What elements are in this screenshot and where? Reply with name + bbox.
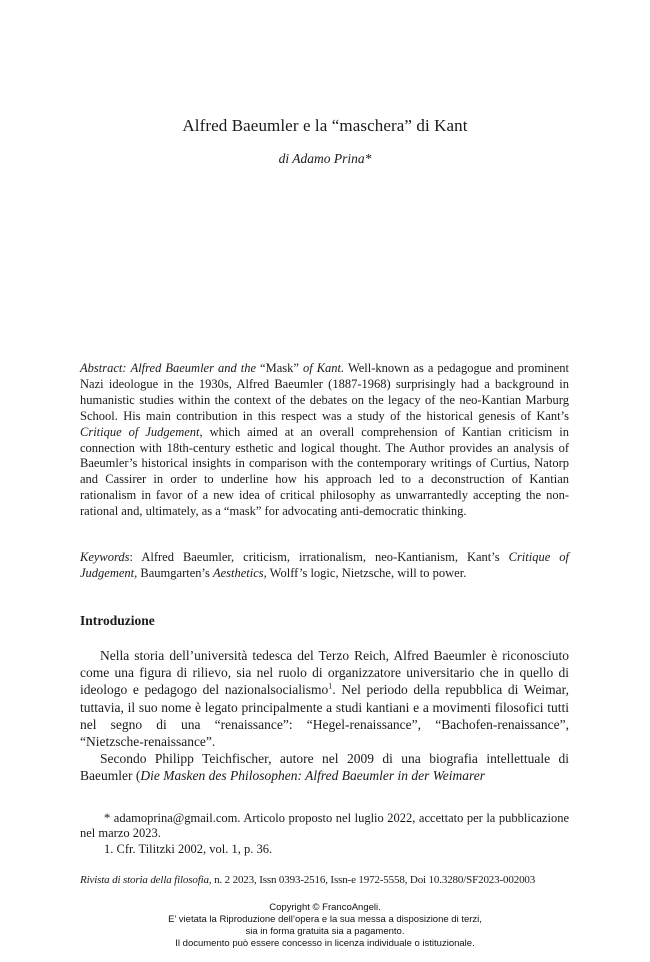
- journal-details: , n. 2 2023, Issn 0393-2516, Issn-e 1972-5558, Doi 10.3280/SF2023-002003: [208, 874, 536, 886]
- footnotes: [80, 811, 569, 857]
- section-body: [80, 647, 569, 785]
- abstract-text-b: , which aimed at an overall comprehension of Kantian criticism in connection with 18th-century esthetic and logical thought. The Author provides an analysis of Baeumler’s historical insights in comparison with the contemporary writings of Curtius, Natorp and Cassirer in order to underline how his approach led to a deconstruction of Kantian rationalism in favor of a new idea of critical philosophy as unwarrantedly accepting the non-rational and, ultimately, as a “mask” for advocating anti-democratic thinking.: [80, 424, 569, 519]
- keywords-work-1: Critique of Judgement: [80, 550, 569, 580]
- para2-work-title: Die Masken des Philosophen: Alfred Baeumler in der Weimarer: [140, 768, 486, 784]
- copyright-notice: [0, 902, 650, 950]
- footnote-author: * adamoprina@gmail.com. Articolo proposto nel luglio 2022, accettato per la pubblicazione nel marzo 2023.: [80, 811, 569, 841]
- keywords-text-a: : Alfred Baeumler, criticism, irrationalism, neo-Kantianism, Kant’s: [129, 550, 500, 564]
- para2-text-a: Secondo Philipp Teichfischer, autore nel 2009 di una biografia intellettuale di Baeumler (: [80, 751, 569, 784]
- copyright-line-3: sia in forma gratuita sia a pagamento.: [245, 926, 405, 937]
- body-paragraph-1: [80, 647, 569, 750]
- keywords-label: Keywords: [80, 550, 130, 564]
- keywords-paragraph: [80, 550, 569, 582]
- journal-citation: [80, 874, 580, 886]
- article-author: di Adamo Prina*: [278, 151, 372, 166]
- keywords-work-2: Aesthetics: [212, 565, 264, 580]
- para1-text-b: . Nel periodo della repubblica di Weimar, tuttavia, il suo nome è legato principalmente a studi kantiani e a movimenti filosofici tutti nel segno di una “renaissance”: “Hegel-renaissance”, “Bachofen-renaissance”, “Nietzsche-renaissance”.: [80, 682, 570, 750]
- body-paragraph-2: [80, 750, 569, 784]
- abstract-paragraph: [80, 361, 569, 520]
- para1-text-a: Nella storia dell’università tedesca del Terzo Reich, Alfred Baeumler è riconosciuto come una figura di rilievo, sia nel ruolo di organizzatore universitario che in quello di ideologo e pedagogo del nazionalsocialismo: [80, 648, 569, 698]
- keywords: [80, 550, 569, 582]
- footnote-1: 1. Cfr. Tilitzki 2002, vol. 1, p. 36.: [104, 841, 273, 856]
- abstract-title-part1: Alfred Baeumler and the: [130, 361, 257, 375]
- journal-name: Rivista di storia della filosofia: [80, 874, 209, 886]
- abstract-text-a: Well-known as a pedagogue and prominent Nazi ideologue in the 1930s, Alfred Baeumler (1887-1968) surprisingly had a background in humanistic studies within the context of the debates on the legacy of the neo-Kantian Marburg School. His main contribution in this respect was a study of the historical genesis of Kant’s: [80, 361, 570, 423]
- keywords-text-c: , Wolff’s logic, Nietzsche, will to power.: [263, 565, 467, 580]
- copyright-line-2: E’ vietata la Riproduzione dell’opera e la sua messa a disposizione di terzi,: [168, 914, 482, 925]
- abstract-title-quote: “Mask”: [260, 361, 299, 375]
- abstract: [80, 361, 569, 520]
- footnote-ref-1: 1: [328, 681, 333, 691]
- abstract-title-part2: of Kant.: [302, 361, 345, 375]
- copyright-line-4: Il documento può essere concesso in licenza individuale o istituzionale.: [175, 938, 475, 949]
- copyright-line-1: Copyright © FrancoAngeli.: [269, 902, 381, 913]
- abstract-label: Abstract:: [80, 361, 127, 375]
- abstract-work-title: Critique of Judgement: [80, 424, 200, 439]
- keywords-text-b: , Baumgarten’s: [134, 565, 210, 580]
- article-title: Alfred Baeumler e la “maschera” di Kant: [182, 116, 468, 135]
- section-heading: Introduzione: [80, 613, 155, 628]
